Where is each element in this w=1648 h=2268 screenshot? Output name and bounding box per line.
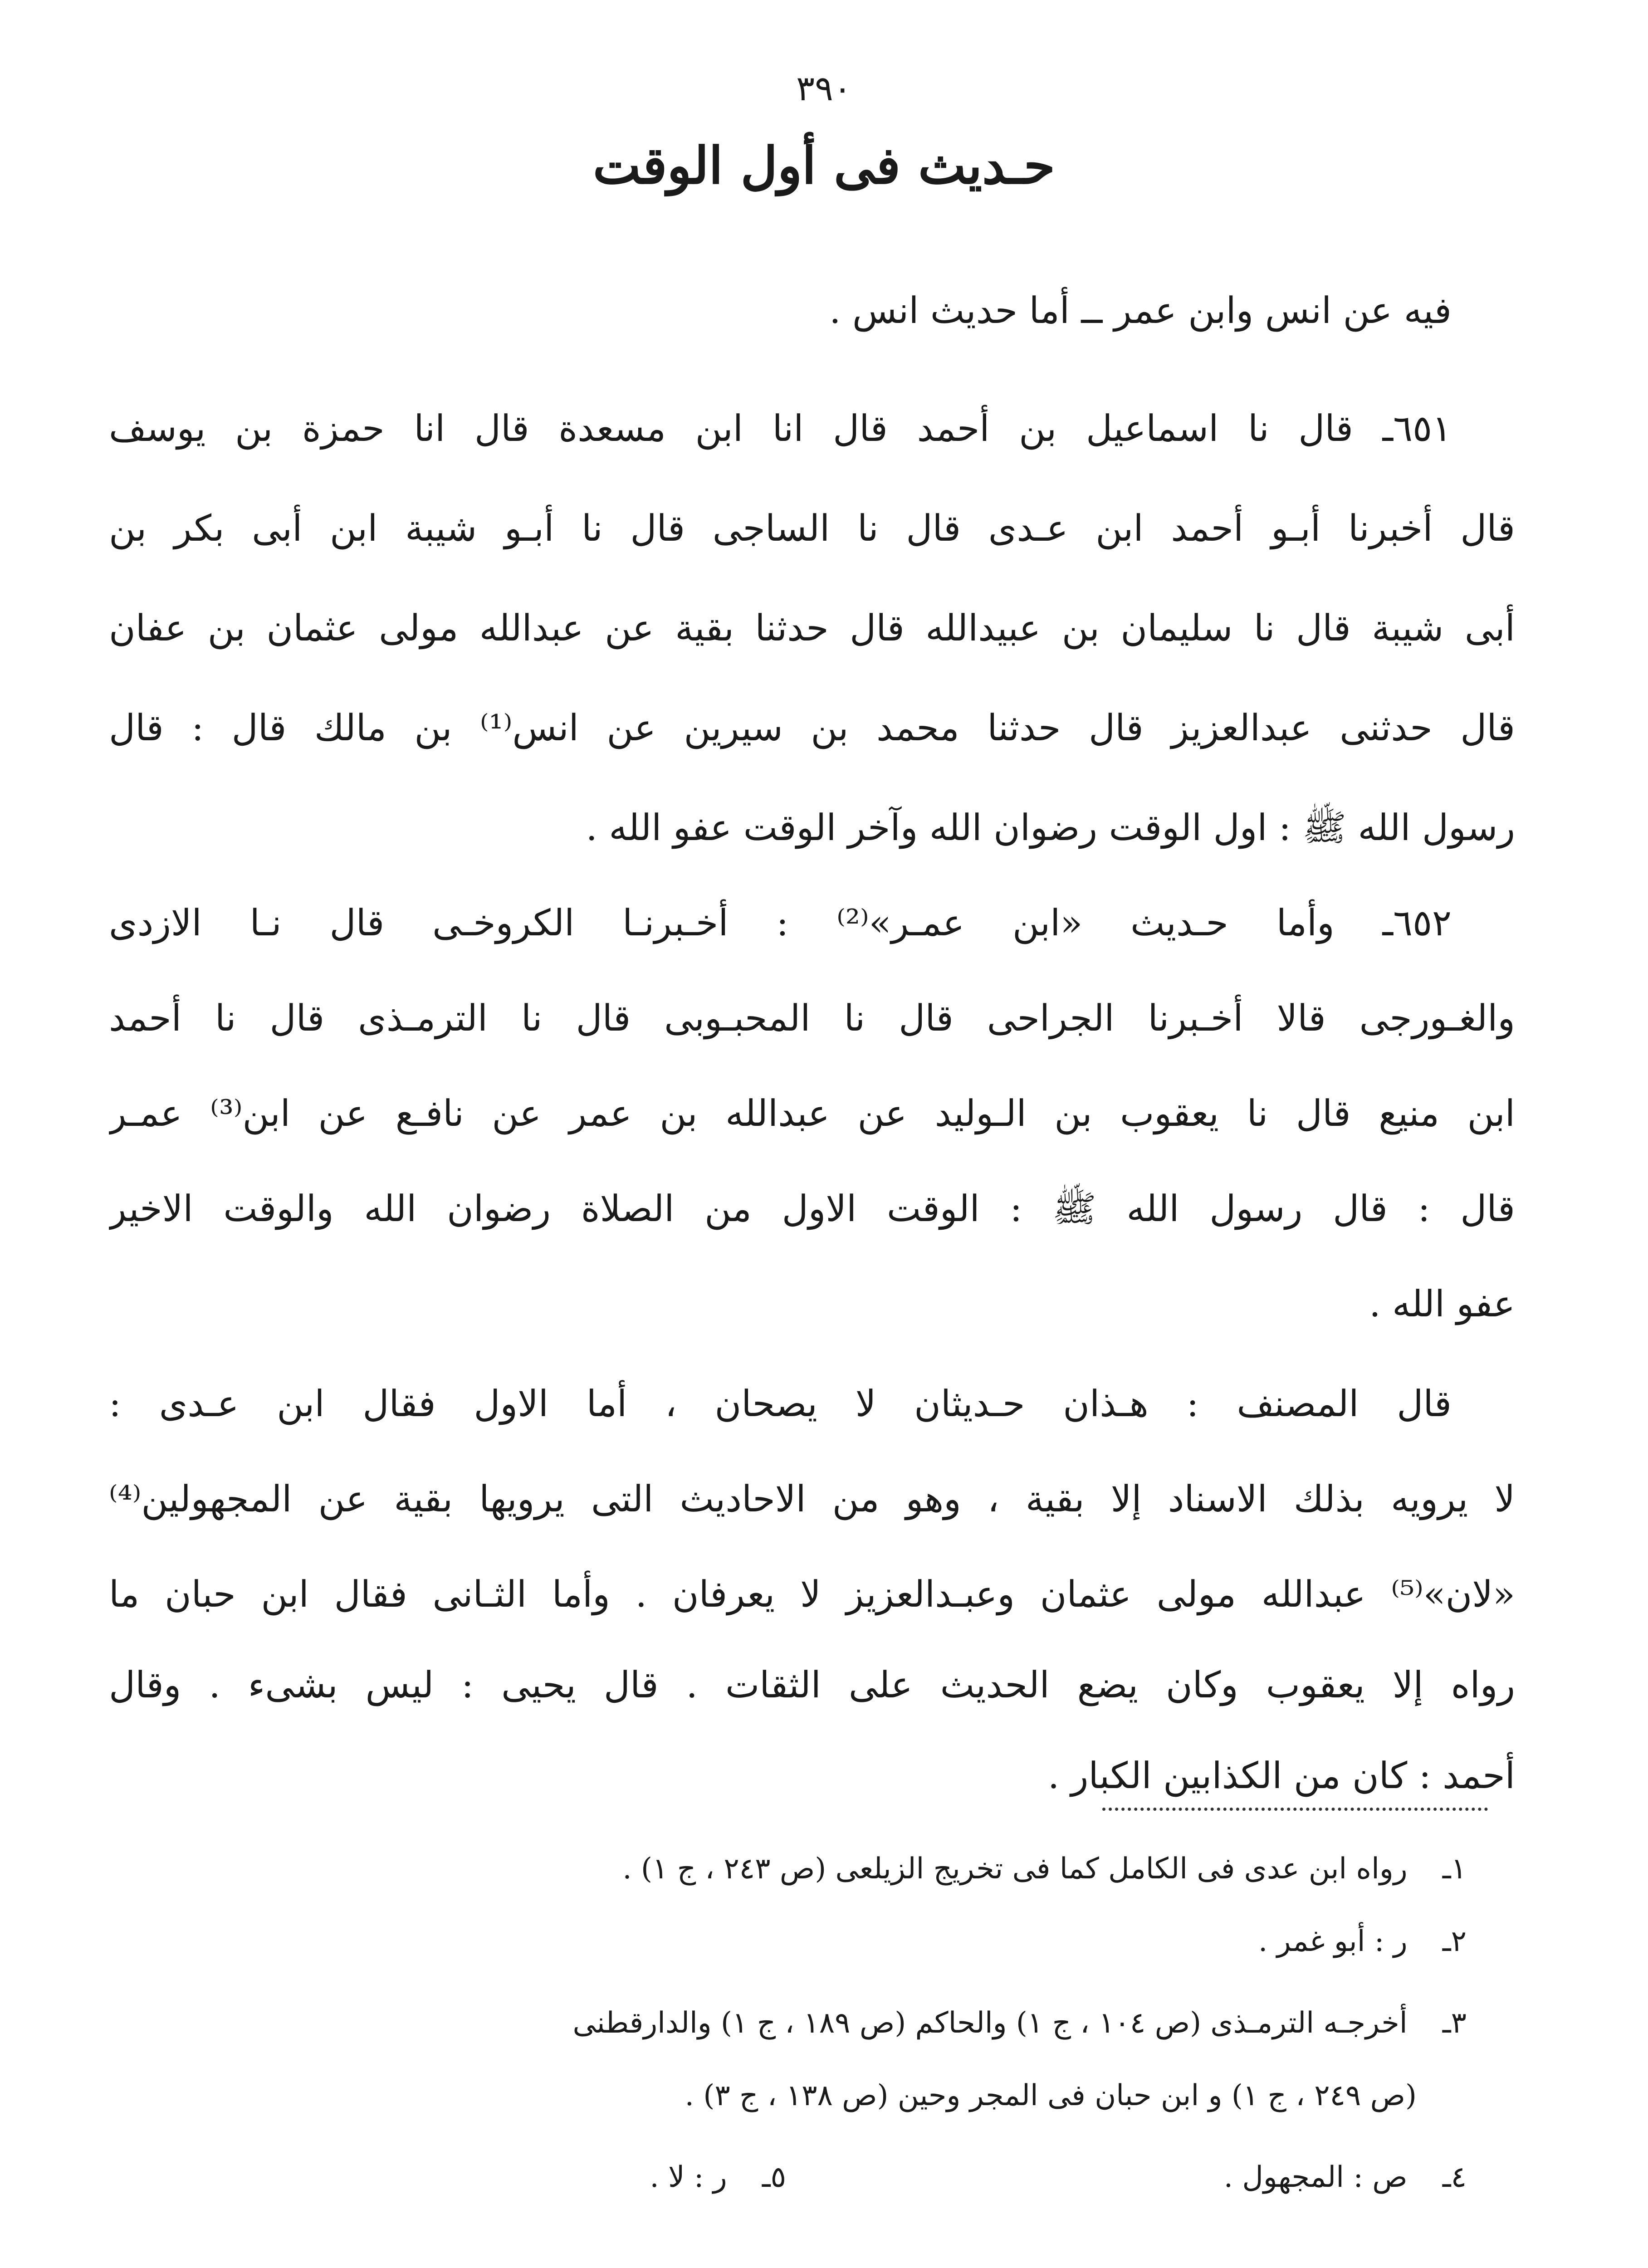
footnote-number: ٢ـ: [1442, 1925, 1467, 1958]
hadith-652-line: ٦٥٢ـ وأما حـديث «ابن عمـر»⁽²⁾ : أخـبرنـا الكروخـى قال نـا الازدى: [109, 902, 1452, 944]
footnote-text: ص : المجهول .: [1223, 2160, 1408, 2194]
footnote-divider: [1102, 1808, 1488, 1811]
footnote-text: ر : لا .: [650, 2160, 727, 2194]
footnote-number: ١ـ: [1442, 1852, 1467, 1886]
footnote-text: أخرجـه الترمـذى (ص ١٠٤ ، ج ١) والحاكم (ص ١٨٩ ، ج ١) والدارقطنى: [572, 2006, 1408, 2040]
intro-line: فيه عن انس وابن عمر ــ أما حديث انس .: [829, 289, 1452, 332]
hadith-652-line: عفو الله .: [1369, 1283, 1515, 1325]
hadith-652-line: ابن منيع قال نا يعقوب بن الـوليد عن عبدالله بن عمر عن نافـع عن ابن⁽³⁾ عمـر: [109, 1092, 1515, 1134]
author-note-line: رواه إلا يعقوب وكان يضع الحديث على الثقات . قال يحيى : ليس بشىء . وقال: [109, 1664, 1515, 1706]
hadith-652-line: والغـورجى قالا أخـبرنا الجراحى قال نا المحبـوبى قال نا الترمـذى قال نا أحمد: [109, 997, 1515, 1039]
page-number: ٣٩٠: [796, 68, 852, 108]
footnote-number: ٣ـ: [1442, 2006, 1467, 2040]
footnote-number: ٥ـ: [762, 2160, 786, 2194]
hadith-651-line: أبى شيبة قال نا سليمان بن عبيدالله قال حدثنا بقية عن عبدالله مولى عثمان بن عفان: [109, 607, 1515, 649]
section-title: حـديث فى أول الوقت: [592, 136, 1056, 196]
author-note-line: «لان»⁽⁵⁾ عبدالله مولى عثمان وعبـدالعزيز لا يعرفان . وأما الثـانى فقال ابن حبان ما: [109, 1573, 1515, 1615]
author-note-line: أحمد : كان من الكذابين الكبار .: [1047, 1755, 1515, 1797]
hadith-651-line: رسول الله ﷺ : اول الوقت رضوان الله وآخر الوقت عفو الله .: [586, 807, 1515, 849]
hadith-652-line: قال : قال رسول الله ﷺ : الوقت الاول من الصلاة رضوان الله والوقت الاخير: [109, 1188, 1515, 1230]
footnote-text: ر : أبو غمر .: [1258, 1925, 1408, 1958]
footnote-5: [650, 2150, 786, 2204]
author-note-line: قال المصنف : هـذان حـديثان لا يصحان ، أما الاول فقال ابن عـدى :: [109, 1383, 1452, 1425]
footnote-3-continued: [685, 2068, 1417, 2123]
hadith-651-line: قال حدثنى عبدالعزيز قال حدثنا محمد بن سيرين عن انس⁽¹⁾ بن مالك قال : قال: [109, 707, 1515, 749]
footnote-number: ٤ـ: [1442, 2160, 1467, 2194]
footnote-3: [572, 1996, 1467, 2050]
footnote-1: [622, 1842, 1467, 1896]
hadith-651-line: ٦٥١ـ قال نا اسماعيل بن أحمد قال انا ابن مسعدة قال انا حمزة بن يوسف: [109, 407, 1452, 450]
footnote-2: [1258, 1914, 1467, 1969]
footnote-text: رواه ابن عدى فى الكامل كما فى تخريج الزيلعى (ص ٢٤٣ ، ج ١) .: [622, 1852, 1408, 1886]
author-note-line: لا يرويه بذلك الاسناد إلا بقية ، وهو من الاحاديث التى يرويها بقية عن المجهولين⁽⁴⁾: [109, 1478, 1515, 1520]
hadith-651-line: قال أخبرنا أبـو أحمد ابن عـدى قال نا الساجى قال نا أبـو شيبة ابن أبى بكر بن: [109, 507, 1515, 549]
footnote-4: [1224, 2150, 1467, 2204]
footnote-text: (ص ٢٤٩ ، ج ١) و ابن حبان فى المجر وحين (ص ١٣٨ ، ج ٣) .: [685, 2079, 1417, 2112]
